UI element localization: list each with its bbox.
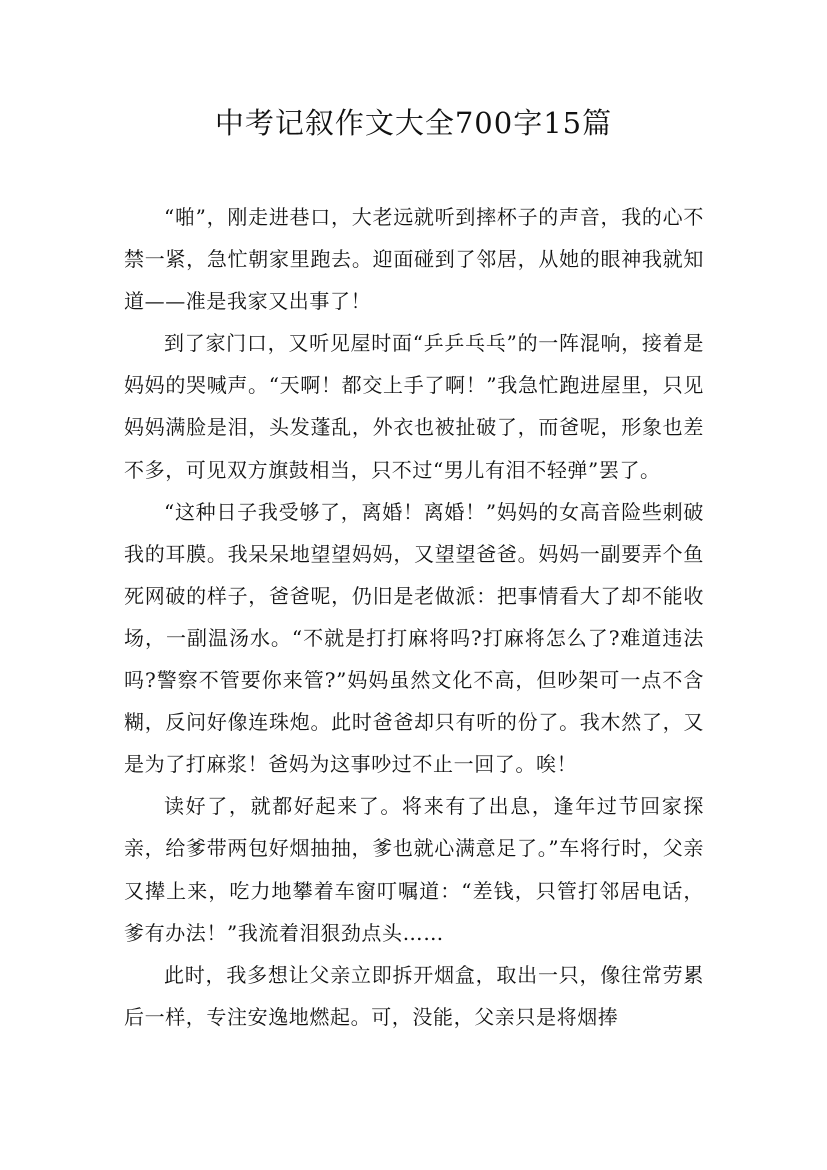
paragraph-5: 此时，我多想让父亲立即拆开烟盒，取出一只，像往常劳累后一样，专注安逸地燃起。可，没能，父亲只是将烟捧 [124,962,704,1029]
paragraph-4: 读好了，就都好起来了。将来有了出息，逢年过节回家探亲，给爹带两包好烟抽抽，爹也就心满意足了。”车将行时，父亲又撵上来，吃力地攀着车窗叮嘱道：“差钱，只管打邻居电话，爹有办法！”我流着泪狠劲点头…… [124,794,704,945]
paragraph-2: 到了家门口，又听见屋时面“乒乒乓乓”的一阵混响，接着是妈妈的哭喊声。“天啊！都交上手了啊！”我急忙跑进屋里，只见妈妈满脸是泪，头发蓬乱，外衣也被扯破了，而爸呢，形象也差不多，可见双方旗鼓相当，只不过“男儿有泪不轻弹”罢了。 [124,331,704,482]
document-title: 中考记叙作文大全700字15篇 [214,106,613,140]
paragraph-1: “啪”，刚走进巷口，大老远就听到摔杯子的声音，我的心不禁一紧，急忙朝家里跑去。迎面碰到了邻居，从她的眼神我就知道——准是我家又出事了！ [124,205,704,314]
document-body [124,196,704,1038]
paragraph-3: “这种日子我受够了，离婚！离婚！”妈妈的女高音险些刺破我的耳膜。我呆呆地望望妈妈，又望望爸爸。妈妈一副要弄个鱼死网破的样子，爸爸呢，仍旧是老做派：把事情看大了却不能收场，一副温汤水。“不就是打打麻将吗?打麻将怎么了?难道违法吗?警察不管要你来管?”妈妈虽然文化不高，但吵架可一点不含糊，反问好像连珠炮。此时爸爸却只有听的份了。我木然了，又是为了打麻浆！爸妈为这事吵过不止一回了。唉！ [124,499,704,777]
